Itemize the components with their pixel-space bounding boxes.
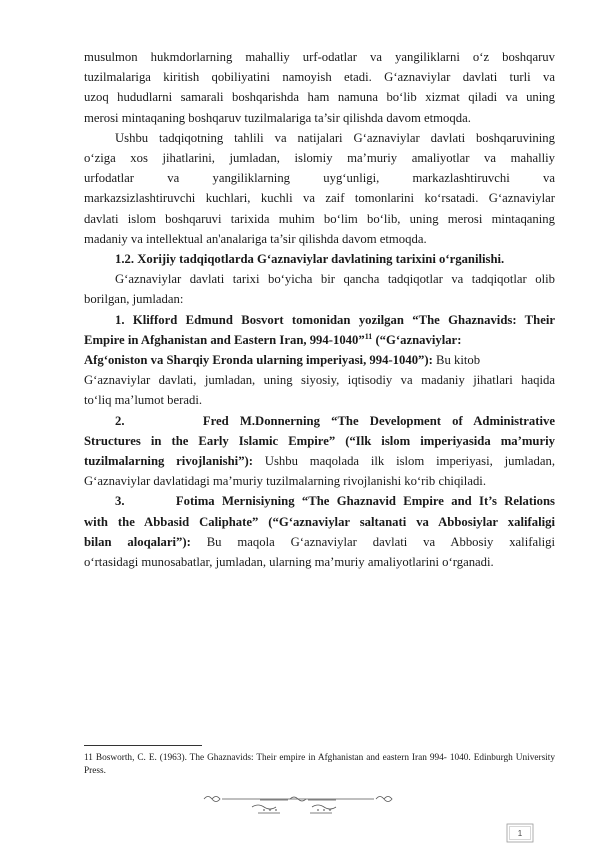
item-title-text: tuzilmalarning rivojlanishi”): bbox=[84, 454, 253, 469]
text-line: madaniy va intellektual an'analariga ta’sir qilishda davom etmoqda. bbox=[84, 231, 427, 246]
text-line: oʻziga xos jihatlarini, jumladan, islomiy ma’muriy amaliyotlar va mahalliy bbox=[84, 151, 555, 166]
page-number: 1 bbox=[517, 828, 523, 838]
paragraph-analysis bbox=[84, 128, 555, 249]
text-line: urfodatlar va yangiliklarning uygʻunligi, markazlashtiruvchi va bbox=[84, 171, 555, 186]
list-item-bosworth bbox=[84, 310, 555, 411]
item-title-line: with the Abbasid Caliphate” (“Gʻaznaviylar saltanati va Abbosiylar xalifaligi bbox=[84, 514, 555, 529]
page-number-badge bbox=[506, 823, 534, 843]
item-body-text: Bu kitob bbox=[432, 353, 481, 368]
item-body-text: Ushbu maqolada ilk islom imperiyasi, jumladan, bbox=[253, 454, 555, 469]
text-line: borilgan, jumladan: bbox=[84, 292, 184, 307]
text-line: Gʻaznaviylar davlati tarixi boʻyicha bir qancha tadqiqotlar va tadqiqotlar olib bbox=[115, 272, 555, 287]
text-line: musulmon hukmdorlarning mahalliy urf-odatlar va yangiliklarni oʻz boshqaruv bbox=[84, 50, 555, 64]
item-title-text: bilan aloqalari”): bbox=[84, 534, 191, 549]
text-line bbox=[84, 451, 555, 471]
text-line bbox=[84, 350, 555, 370]
page-body bbox=[84, 47, 555, 572]
item-body-text: Bu maqola Gʻaznaviylar davlati va Abbosiy xalifaligi bbox=[190, 534, 556, 549]
footnote-ref[interactable]: 11 bbox=[364, 331, 373, 341]
text-line: toʻliq ma’lumot beradi. bbox=[84, 393, 203, 408]
footnote: 11 Bosworth, C. E. (1963). The Ghaznavids: Their empire in Afghanistan and eastern Iran 994- 1040. Edinburgh University Press. bbox=[84, 753, 555, 776]
item-title-line: 2. Fred M.Donnerning “The Development of Administrative bbox=[115, 413, 555, 428]
text-line: uzoq hududlarni samarali boshqarishda ham namuna boʻlib xizmat qiladi va uning bbox=[84, 90, 555, 105]
text-line: markazsizlashtiruvchi kuchlari, kuchli va zaif tomonlarini koʻrsatadi. Gʻaznaviylar bbox=[84, 191, 555, 206]
list-item-donner bbox=[84, 411, 555, 492]
text-line: oʻrtasidagi munosabatlar, jumladan, ularning ma’muriy amaliyotlarini oʻrganadi. bbox=[84, 555, 494, 570]
footnote-divider bbox=[84, 745, 202, 746]
text-line bbox=[84, 532, 555, 552]
item-title-line: 3. Fotima Mernisiyning “The Ghaznavid Empire and It’s Relations bbox=[115, 494, 555, 509]
section-heading: 1.2. Xorijiy tadqiqotlarda Gʻaznaviylar davlatining tarixini oʻrganilishi. bbox=[115, 252, 505, 267]
item-title-text: Afgʻoniston va Sharqiy Eronda ularning imperiyasi, 994-1040”): bbox=[84, 353, 433, 368]
text-line: Gʻaznaviylar davlatidagi ma’muriy tuzilmalarning rivojlanishi koʻrib chiqiladi. bbox=[84, 474, 487, 489]
paragraph-studies bbox=[84, 269, 555, 309]
text-line: tuzilmalariga kiritish qobiliyatini namoyish etadi. Gʻaznaviylar davlati turli va bbox=[84, 70, 555, 85]
item-title-line: Structures in the Early Islamic Empire” (“Ilk islom imperiyasida ma’muriy bbox=[84, 433, 555, 448]
paragraph-intro bbox=[84, 47, 555, 128]
footer-ornament bbox=[200, 793, 396, 823]
item-title-text: Empire in Afghanistan and Eastern Iran, 994-1040” bbox=[84, 332, 365, 347]
text-line: davlati islom boshqaruvi tarixida muhim boʻlim boʻlib, uning merosi mintaqaning bbox=[84, 211, 555, 226]
item-title-text: (“Gʻaznaviylar: bbox=[372, 332, 462, 347]
text-line: Gʻaznaviylar davlati, jumladan, uning siyosiy, iqtisodiy va madaniy jihatlari haqida bbox=[84, 373, 555, 388]
item-title-line bbox=[84, 330, 555, 350]
text-line: Ushbu tadqiqotning tahlili va natijalari Gʻaznaviylar davlati boshqaruvining bbox=[115, 130, 555, 145]
item-title-line: 1. Klifford Edmund Bosvort tomonidan yozilgan “The Ghaznavids: Their bbox=[115, 312, 555, 327]
list-item-mernissi bbox=[84, 491, 555, 572]
text-line: merosi mintaqaning boshqaruv tuzilmalariga ta’sir qilishda davom etmoqda. bbox=[84, 110, 471, 125]
